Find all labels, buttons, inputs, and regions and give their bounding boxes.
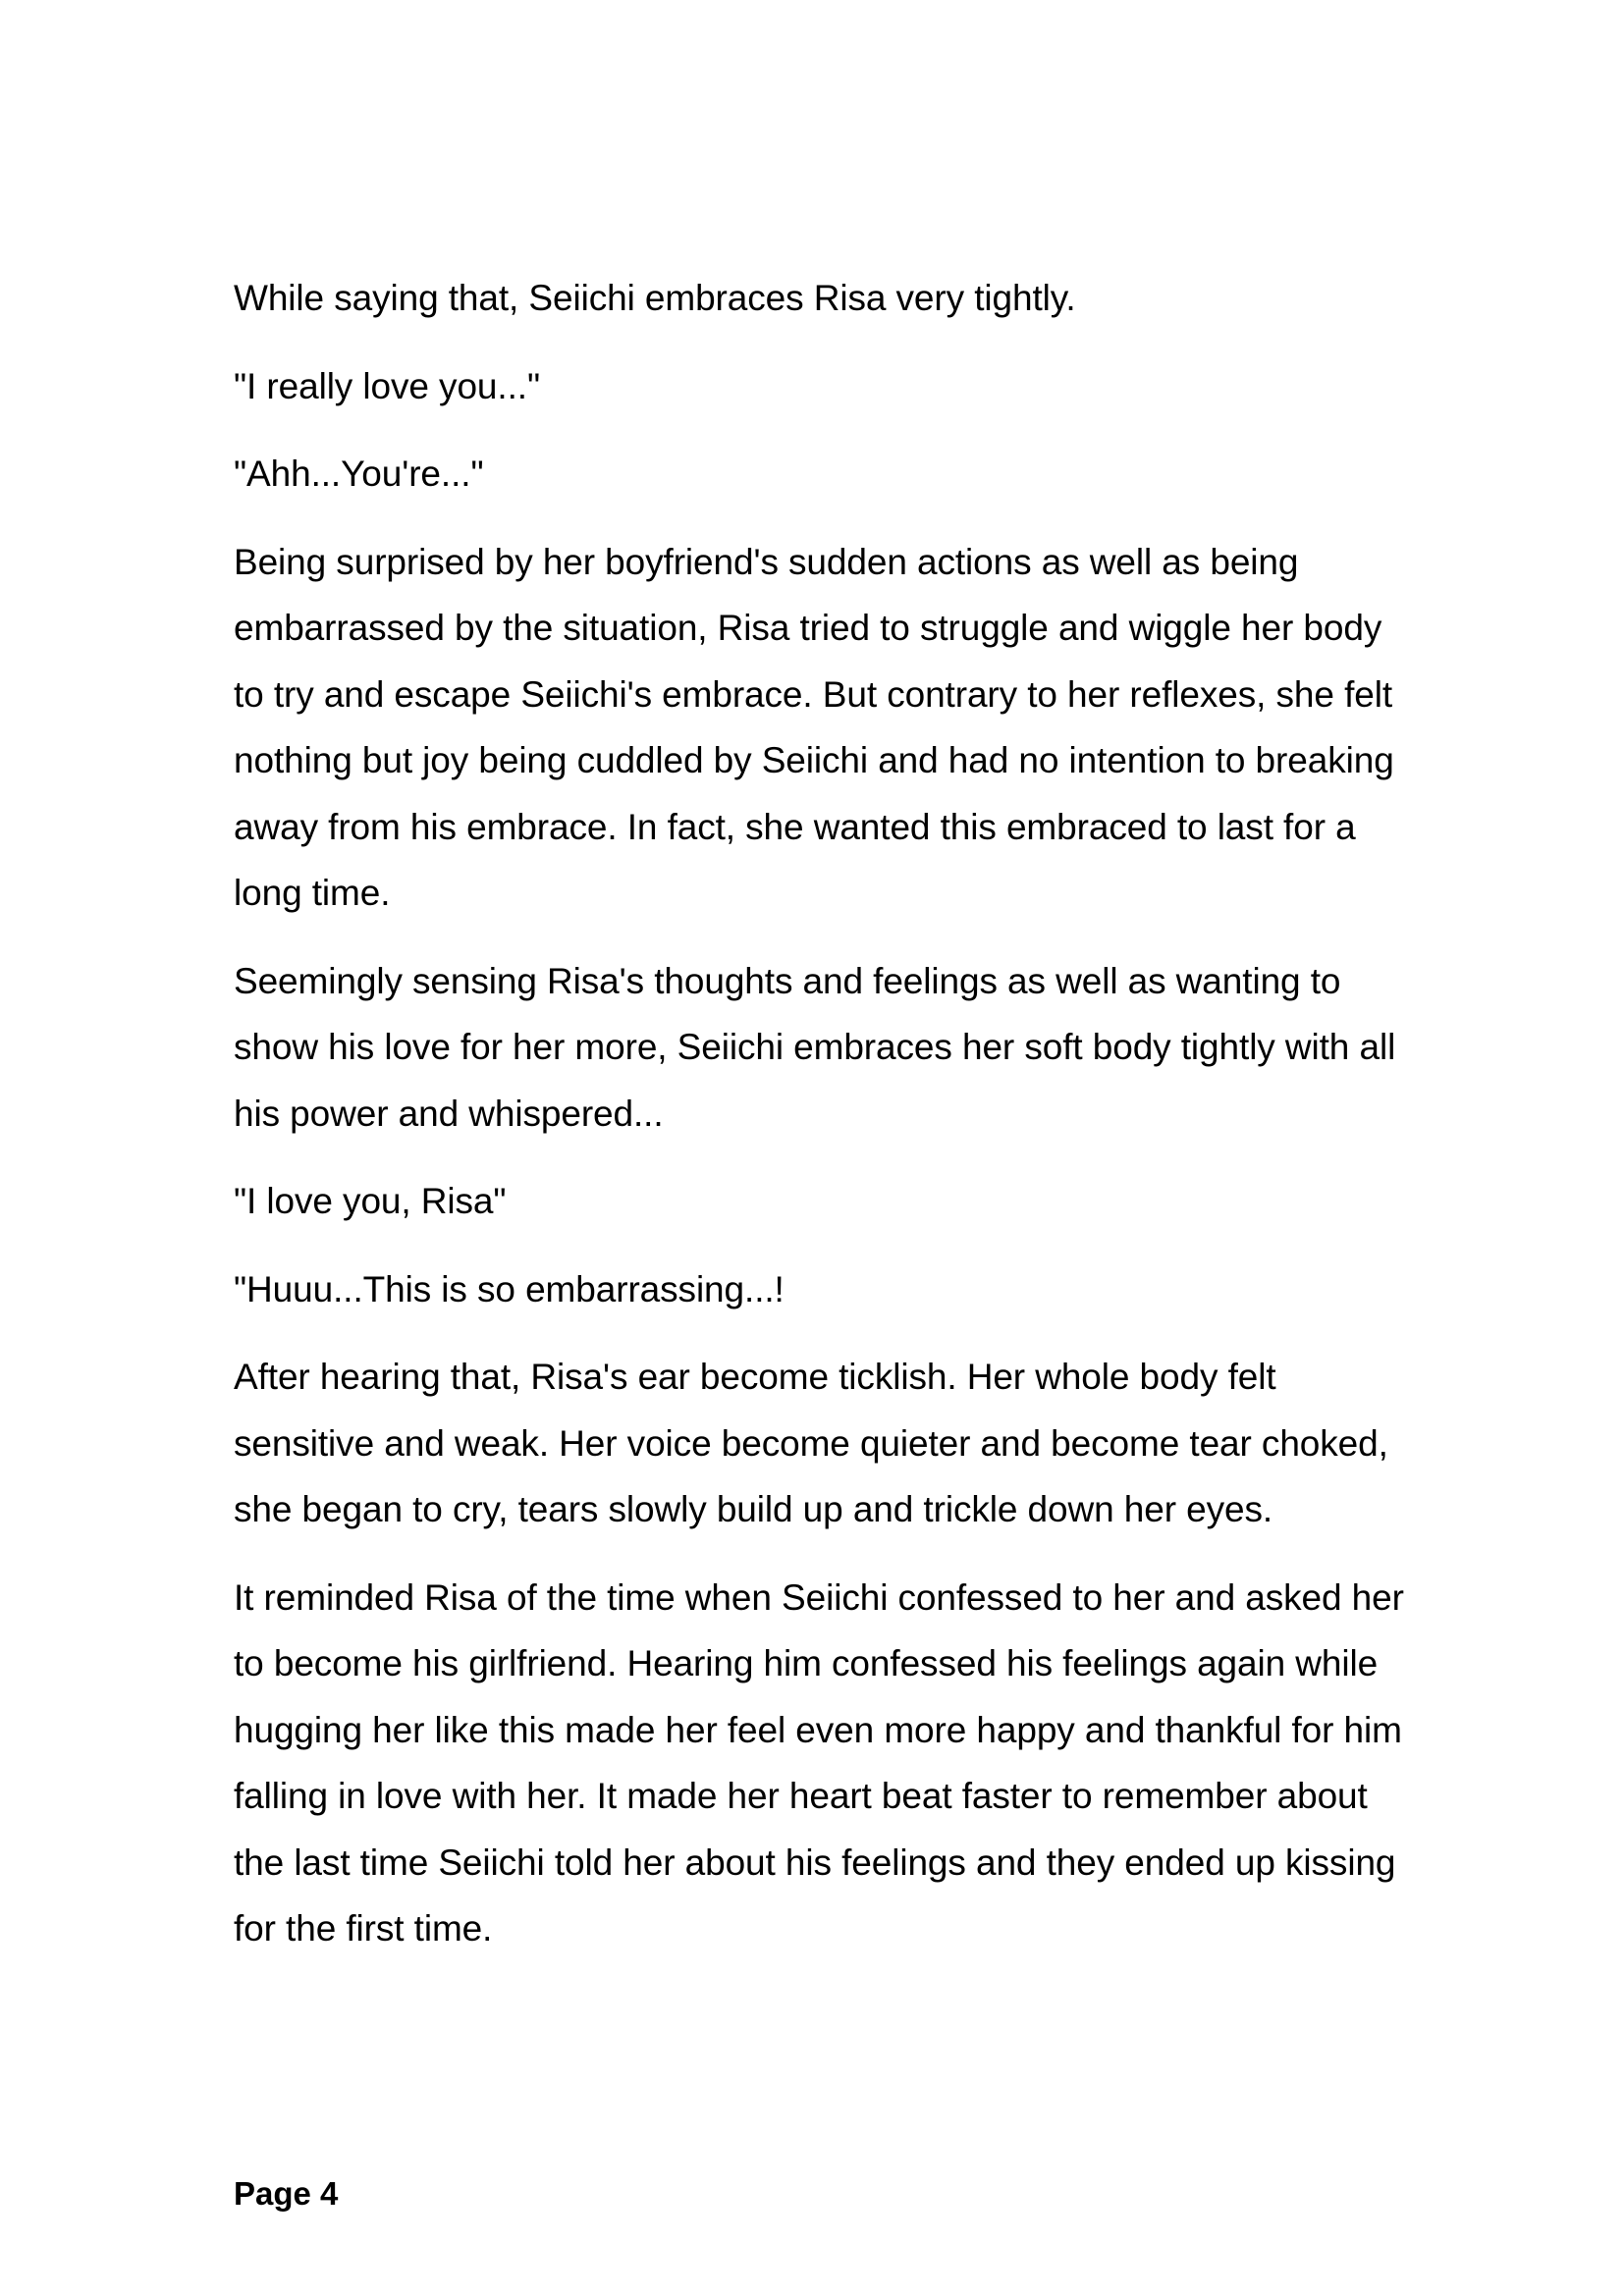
paragraph: After hearing that, Risa's ear become ticklish. Her whole body felt sensitive and weak. Her voice become quieter and become tear choked, she began to cry, tears slowly build up and trickle down her eyes. <box>234 1357 1388 1529</box>
paragraph: Being surprised by her boyfriend's sudden actions as well as being embarrassed by the situation, Risa tried to struggle and wiggle her body to try and escape Seiichi's embrace. But contrary to her reflexes, she felt nothing but joy being cuddled by Seiichi and had no intention to breaking away from his embrace. In fact, she wanted this embraced to last for a long time. <box>234 541 1394 913</box>
page-number: Page 4 <box>234 2175 339 2212</box>
document-body <box>234 265 1412 1984</box>
paragraph: "Ahh...You're..." <box>234 454 484 494</box>
paragraph: While saying that, Seiichi embraces Risa very tightly. <box>234 278 1076 318</box>
paragraph: Seemingly sensing Risa's thoughts and feelings as well as wanting to show his love for her more, Seiichi embraces her soft body tightly with all his power and whispered... <box>234 960 1396 1134</box>
paragraph: "Huuu...This is so embarrassing...! <box>234 1268 785 1309</box>
paragraph: "I love you, Risa" <box>234 1181 507 1221</box>
paragraph: "I really love you..." <box>234 365 540 406</box>
paragraph: It reminded Risa of the time when Seiichi confessed to her and asked her to become his girlfriend. Hearing him confessed his feelings again while hugging her like this made her feel even more happy and thankful for him falling in love with her. It made her heart beat faster to remember about the last time Seiichi told her about his feelings and they ended up kissing for the first time. <box>234 1576 1404 1949</box>
